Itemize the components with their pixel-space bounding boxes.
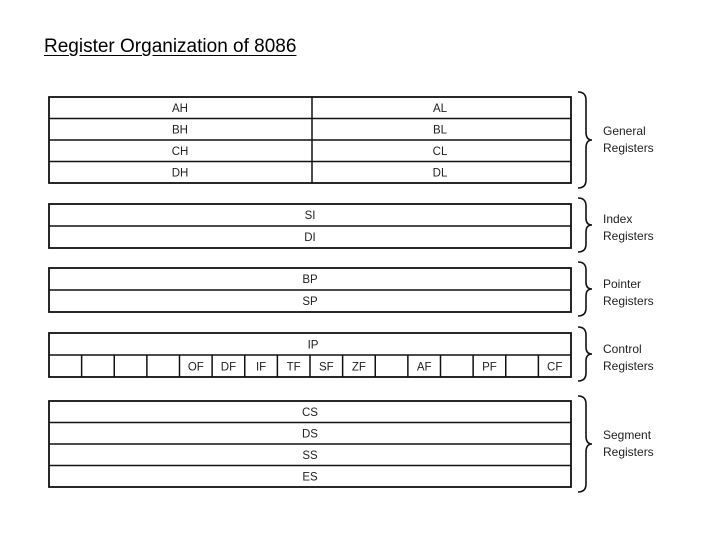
pointer-brace [578, 262, 592, 316]
register-ch: CH [171, 146, 189, 158]
register-ss: SS [302, 450, 318, 462]
flag-pf: PF [482, 361, 497, 374]
general-label-line1: General [603, 124, 646, 138]
register-dh: DH [171, 167, 189, 180]
index-label-line2: Registers [603, 229, 654, 243]
register-dl: DL [432, 167, 448, 180]
register-bl: BL [432, 124, 448, 137]
segment-registers-group [49, 396, 654, 492]
register-ds: DS [302, 428, 318, 441]
pointer-label-line2: Registers [603, 294, 654, 308]
flag-df: DF [220, 361, 237, 374]
register-ah: AH [172, 103, 188, 115]
general-brace [578, 92, 592, 188]
control-registers-group [49, 327, 654, 381]
register-al: AL [432, 103, 448, 115]
register-bh: BH [172, 124, 188, 137]
register-si: SI [304, 210, 316, 222]
segment-label-line2: Registers [603, 445, 654, 459]
flag-of: OF [187, 361, 204, 374]
register-ip: IP [307, 339, 319, 352]
register-cs: CS [302, 407, 318, 419]
control-label-line1: Control [603, 342, 642, 356]
index-brace [578, 198, 592, 252]
flag-tf: TF [286, 361, 301, 374]
pointer-registers-group [49, 262, 654, 316]
flag-cf: CF [547, 361, 563, 374]
segment-brace [578, 396, 592, 492]
flag-af: AF [416, 361, 432, 374]
register-di: DI [304, 232, 316, 244]
register-cl: CL [432, 146, 448, 158]
index-registers-group [49, 198, 654, 252]
general-label-line2: Registers [603, 141, 654, 155]
control-label-line2: Registers [603, 359, 654, 373]
flag-sf: SF [318, 361, 334, 374]
flag-zf: ZF [351, 361, 366, 374]
control-brace [578, 327, 592, 381]
index-label-line1: Index [603, 212, 633, 226]
register-bp: BP [302, 274, 318, 286]
pointer-label-line1: Pointer [603, 277, 642, 291]
page-title: Register Organization of 8086 [44, 36, 297, 57]
register-es: ES [302, 471, 318, 484]
flag-if: IF [255, 361, 267, 374]
register-sp: SP [302, 296, 318, 308]
segment-label-line1: Segment [603, 428, 652, 442]
general-registers-group [49, 92, 654, 188]
